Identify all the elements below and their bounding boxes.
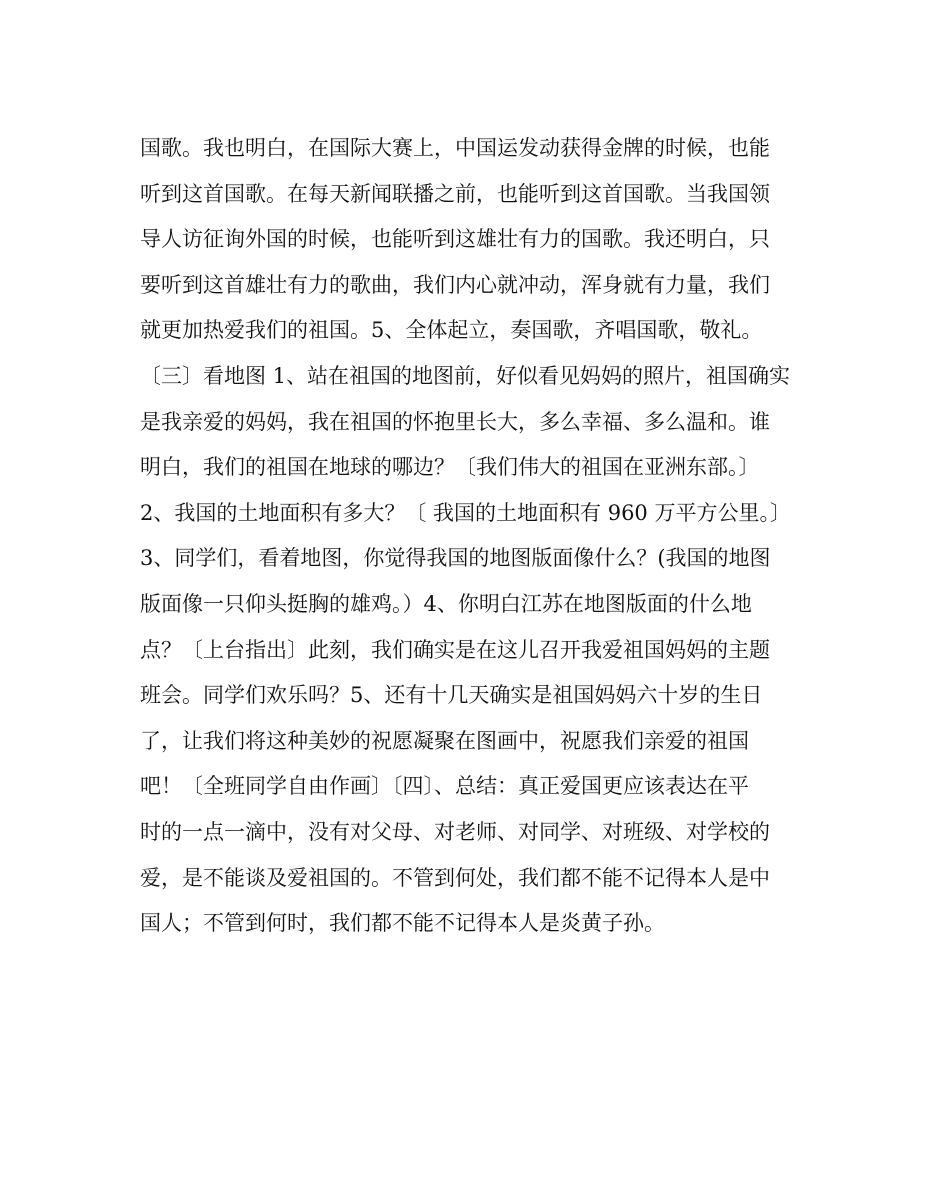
- text-line-16: 时的一点一滴中，没有对父母、对老师、对同学、对班级、对学校的: [140, 819, 770, 844]
- text-line-11: 版面像一只仰头挺胸的雄鸡。）4、你明白江苏在地图版面的什么地: [140, 591, 752, 616]
- text-line-18: 国人；不管到何时，我们都不能不记得本人是炎黄子孙。: [140, 911, 665, 936]
- text-line-2: 听到这首国歌。在每天新闻联播之前，也能听到这首国歌。当我国领: [140, 181, 770, 206]
- text-line-5: 就更加热爱我们的祖国。5、全体起立，奏国歌，齐唱国歌，敬礼。: [140, 318, 763, 343]
- text-line-3: 导人访征询外国的时候，也能听到这雄壮有力的国歌。我还明白，只: [140, 227, 770, 252]
- text-line-14: 了，让我们将这种美妙的祝愿凝聚在图画中，祝愿我们亲爱的祖国: [140, 728, 749, 753]
- text-line-1: 国歌。我也明白，在国际大赛上，中国运发动获得金牌的时候，也能: [140, 136, 770, 160]
- text-line-13: 班会。同学们欢乐吗？5、还有十几天确实是祖国妈妈六十岁的生日: [140, 683, 763, 708]
- text-line-15: 吧！〔全班同学自由作画〕〔四〕、总结：真正爱国更应该表达在平: [140, 774, 749, 799]
- text-line-7: 是我亲爱的妈妈，我在祖国的怀抱里长大，多么幸福、多么温和。谁: [140, 409, 770, 434]
- text-line-8: 明白，我们的祖国在地球的哪边？〔我们伟大的祖国在亚洲东部。〕: [140, 455, 760, 480]
- text-line-9: 2、我国的土地面积有多大？〔 我国的土地面积有 960 万平方公里。〕: [140, 500, 791, 525]
- text-line-12: 点？〔上台指出〕此刻，我们确实是在这儿召开我爱祖国妈妈的主题: [140, 637, 770, 662]
- text-line-10: 3、同学们，看着地图，你觉得我国的地图版面像什么？(我国的地图: [140, 546, 771, 571]
- text-line-6: 〔三〕看地图 1、站在祖国的地图前，好似看见妈妈的照片，祖国确实: [140, 363, 791, 388]
- body-text: [140, 126, 860, 947]
- text-line-17: 爱，是不能谈及爱祖国的。不管到何处，我们都不能不记得本人是中: [140, 865, 770, 890]
- text-line-4: 要听到这首雄壮有力的歌曲，我们内心就冲动，浑身就有力量，我们: [140, 272, 770, 297]
